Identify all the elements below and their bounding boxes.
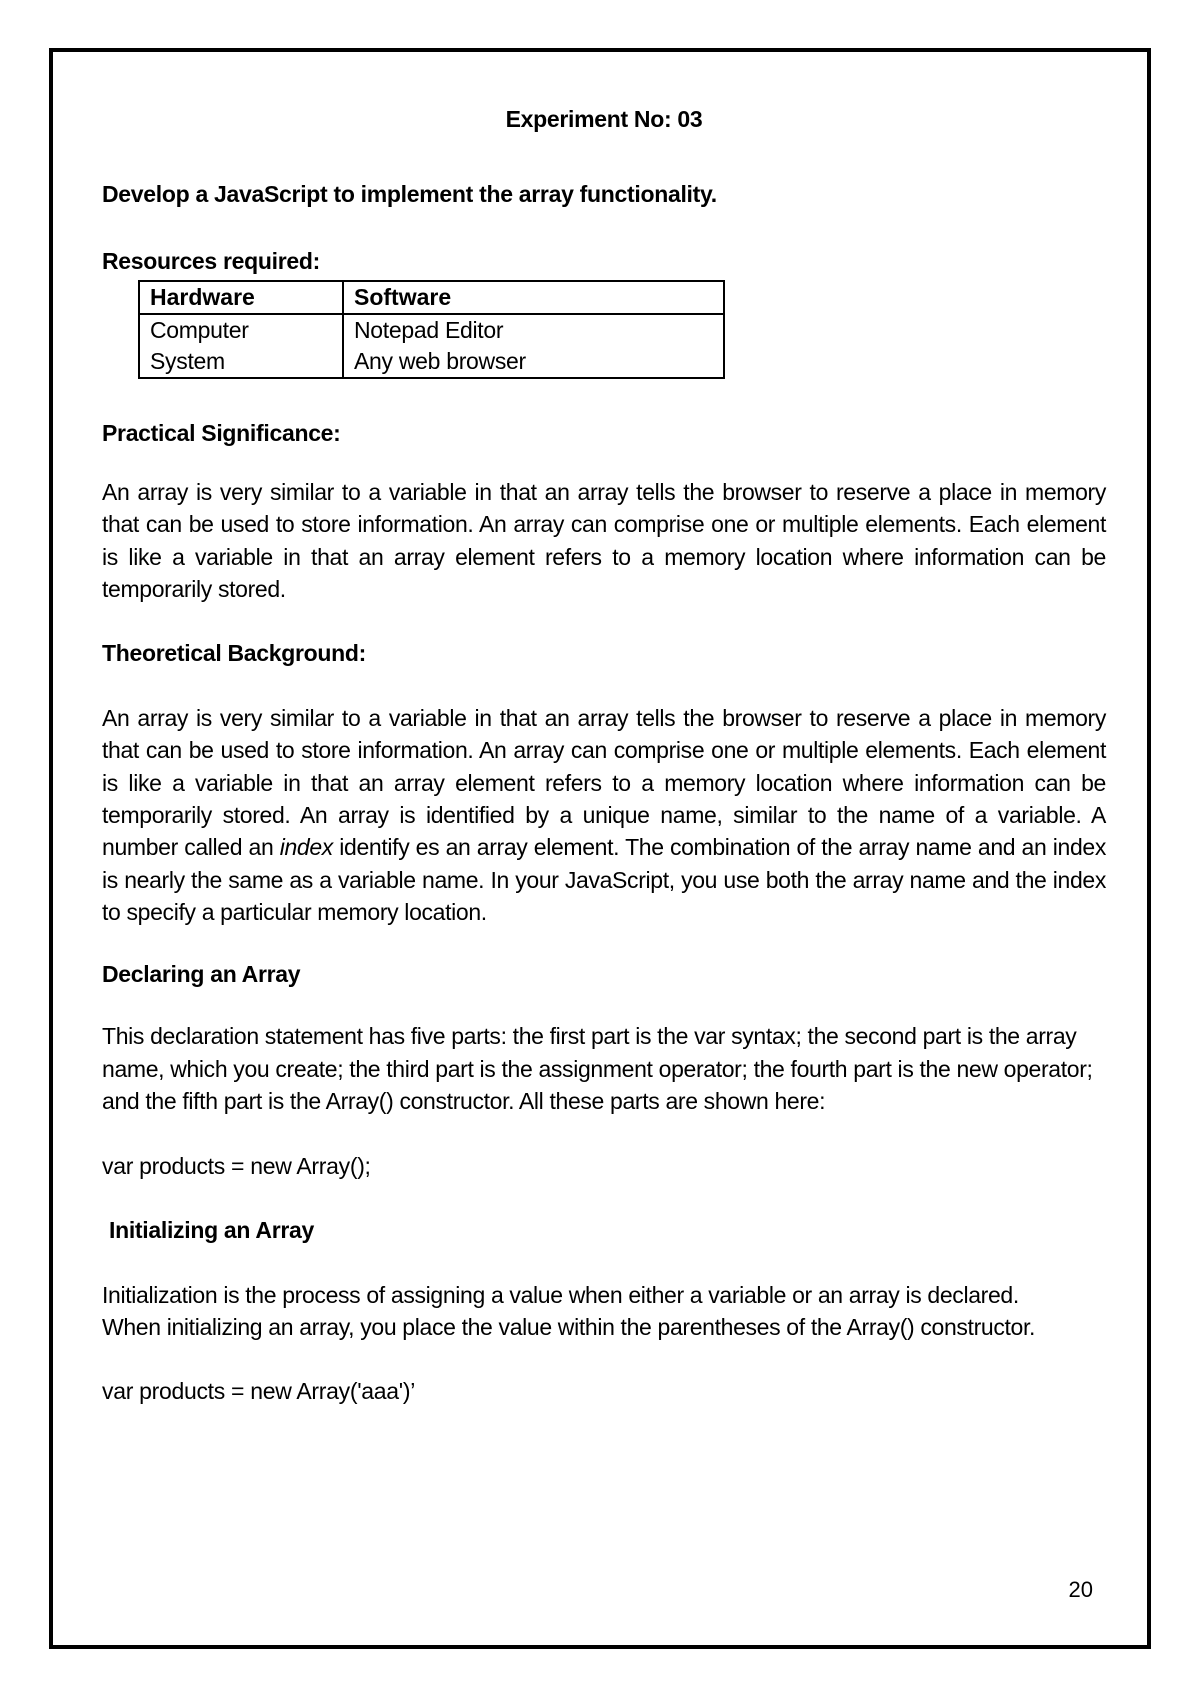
declaring-heading: Declaring an Array (102, 961, 301, 988)
hardware-line: System (150, 348, 225, 374)
initializing-paragraph (102, 1279, 1106, 1344)
software-cell (343, 314, 724, 378)
resources-heading: Resources required: (102, 248, 320, 274)
initializing-line: Initialization is the process of assigning a value when either a variable or an array is declared. (102, 1282, 1019, 1309)
resources-table (138, 280, 725, 379)
index-term: index (279, 834, 333, 861)
declaring-line: and the fifth part is the Array() constructor. All these parts are shown here: (102, 1087, 826, 1114)
software-line: Any web browser (354, 348, 526, 374)
table-header-row (139, 281, 724, 314)
declaring-paragraph (102, 1020, 1106, 1117)
software-line: Notepad Editor (354, 317, 504, 343)
declaring-line: This declaration statement has five parts: the first part is the var syntax; the second part is the array name, which you create; the third part is the assignment operator; the fourth part is the new operator; (102, 1023, 1093, 1082)
document-body (102, 103, 1106, 1407)
table-row (139, 314, 724, 378)
page-number: 20 (1068, 1577, 1093, 1602)
theory-text-part: identify es an array element. The combination of the array name and an index is nearly the same as a variable name. In your JavaScript, you use both the array name and the index to specify a particular memory location. (102, 834, 1106, 925)
significance-paragraph: An array is very similar to a variable in that an array tells the browser to reserve a place in memory that can be used to store information. An array can comprise one or multiple elements. Each element is like a variable in that an array element refers to a memory location where information can be temporarily stored. (102, 479, 1106, 602)
theory-text-part: An array is very similar to a variable in that an array tells the browser to reserve a place in memory that can be used to store information. An array can comprise one or multiple elements. Each element is like a variable in that an array element refers to a memory location where information can be temporarily stored. An array is identified by a unique name, similar to the name of a variable. A number called an (102, 705, 1106, 861)
experiment-aim: Develop a JavaScript to implement the array functionality. (102, 181, 717, 207)
initializing-code-example: var products = new Array('aaa')’ (102, 1377, 416, 1404)
theory-paragraph (102, 702, 1106, 928)
significance-heading: Practical Significance: (102, 420, 341, 446)
theory-heading: Theoretical Background: (102, 640, 367, 667)
hardware-cell (139, 314, 343, 378)
hardware-line: Computer (150, 317, 249, 343)
experiment-title: Experiment No: 03 (505, 106, 703, 132)
initializing-heading: Initializing an Array (109, 1217, 315, 1244)
declaring-code-example: var products = new Array(); (102, 1153, 371, 1180)
initializing-line: When initializing an array, you place the value within the parentheses of the Array() constructor. (102, 1314, 1036, 1341)
software-column-header: Software (343, 281, 724, 314)
hardware-column-header: Hardware (139, 281, 343, 314)
